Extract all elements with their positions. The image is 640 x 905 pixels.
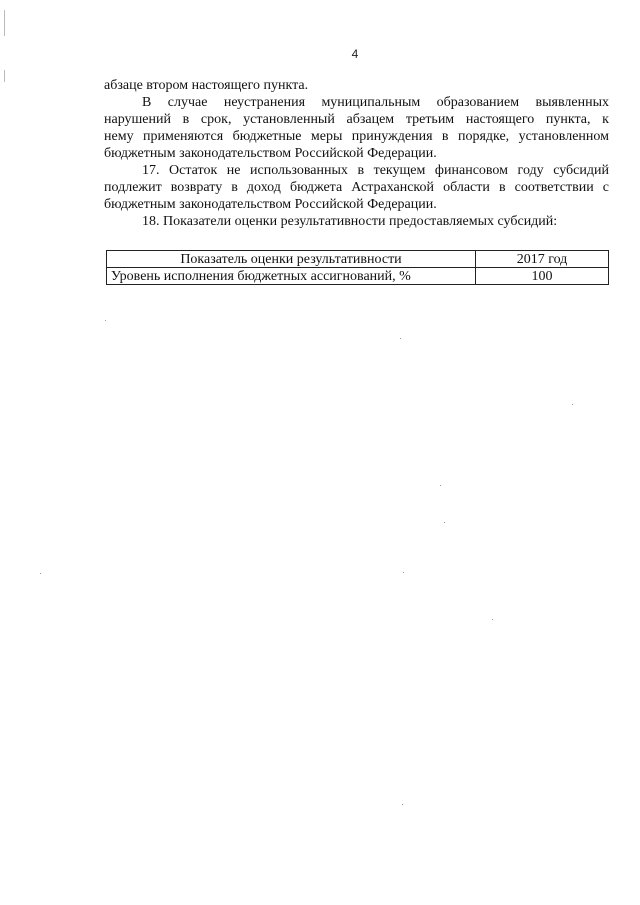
scan-speck: [40, 573, 41, 574]
table-header-cell: 2017 год: [476, 251, 609, 268]
scan-speck: [400, 338, 401, 339]
table-header-cell: Показатель оценки результативности: [107, 251, 476, 268]
paragraph-line: нему применяются бюджетные меры принуждения в порядке, установленном: [104, 129, 609, 144]
paragraph-line: 17. Остаток не использованных в текущем финансовом году субсидий: [142, 163, 609, 178]
paragraph-line: нарушений в срок, установленный абзацем третьим настоящего пункта, к: [104, 112, 609, 127]
scan-speck: [572, 404, 573, 405]
paragraph-line: В случае неустранения муниципальным образованием выявленных: [142, 95, 609, 110]
indicators-table: [106, 250, 609, 285]
scan-edge-mark: [4, 10, 5, 36]
table-row: [107, 268, 609, 285]
paragraph-continuation: абзаце втором настоящего пункта.: [104, 78, 309, 93]
scan-speck: [105, 320, 106, 321]
body-text: [104, 77, 609, 230]
table-cell: 100: [476, 268, 609, 285]
scan-speck: [403, 572, 404, 573]
paragraph-line: подлежит возврату в доход бюджета Астраханской области в соответствии с: [104, 180, 609, 195]
scan-speck: [492, 619, 493, 620]
page-number: 4: [351, 47, 359, 61]
scan-speck: [444, 522, 445, 523]
scan-speck: [402, 804, 403, 805]
paragraph-line: бюджетным законодательством Российской Федерации.: [104, 197, 437, 212]
scan-edge-mark: [4, 70, 5, 82]
table-cell: Уровень исполнения бюджетных ассигнований, %: [107, 268, 476, 285]
paragraph-line: 18. Показатели оценки результативности предоставляемых субсидий:: [142, 214, 558, 229]
paragraph-line: бюджетным законодательством Российской Федерации.: [104, 146, 437, 161]
table-header-row: [107, 251, 609, 268]
scan-speck: [440, 485, 441, 486]
